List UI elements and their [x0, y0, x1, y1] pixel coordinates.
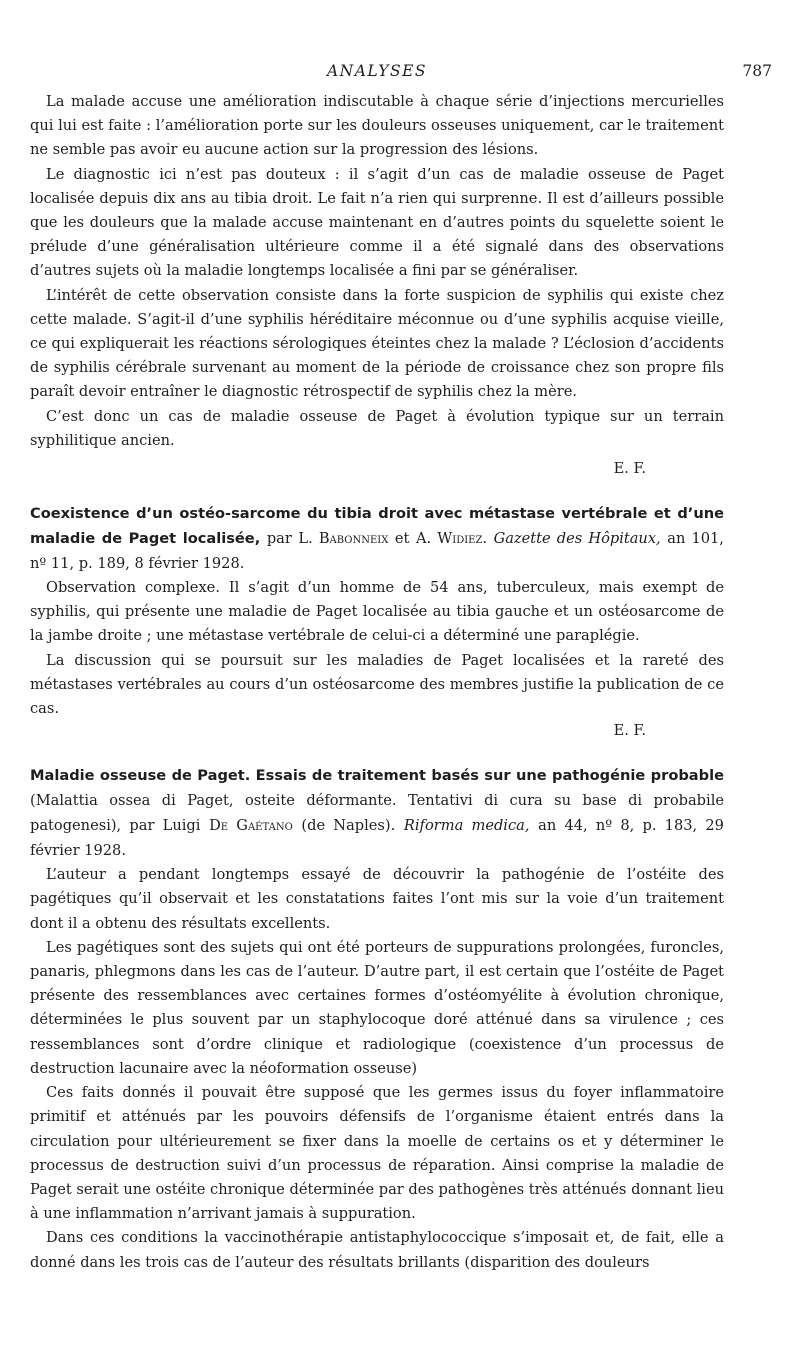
ref-and: et	[394, 530, 410, 548]
paragraph: Observation complexe. Il s’agit d’un homme de 54 ans, tuberculeux, mais exempt de syphilis, qui présente une maladie de Paget localisée au tibia gauche et un ostéosarcome de la jambe droite ; une métastase vertébrale de celui-ci a déterminé une paraplégie.	[30, 579, 724, 645]
reference-details: an 101, nº 11, p. 189, 8 février 1928.	[30, 530, 724, 573]
paragraph: Dans ces conditions la vaccinothérapie antistaphylococcique s’imposait et, de fait, elle a donné dans les trois cas de l’auteur des résultats brillants (disparition des douleurs	[30, 1229, 724, 1271]
ref-par: par	[266, 530, 292, 548]
paragraph: L’auteur a pendant longtemps essayé de découvrir la pathogénie de l’ostéite des pagétiques qu’il observait et les constatations faites l’ont mis sur la voie d’un traitement dont il a obtenu des résultats excellents.	[30, 866, 724, 932]
page-content	[30, 90, 724, 1275]
article-osteosarcoma	[30, 501, 724, 743]
paragraph: C’est donc un cas de maladie osseuse de Paget à évolution typique sur un terrain syphilitique ancien.	[30, 407, 724, 449]
journal-name: Riforma medica,	[403, 817, 530, 835]
reference-details: an 44, nº 8, p. 183, 29 février 1928.	[30, 817, 724, 860]
running-title: ANALYSES	[326, 62, 428, 80]
author-name: A. Widiez.	[415, 530, 488, 548]
article-heading	[30, 763, 724, 863]
paragraph: La malade accuse une amélioration indiscutable à chaque série d’injections mercurielles qui lui est faite : l’amélioration porte sur les douleurs osseuses uniquement, car le traitement ne semble pas avoir eu aucune action sur la progression des lésions.	[30, 93, 724, 159]
article-paget-syphilis-end	[30, 90, 724, 481]
article-title: Coexistence d’un ostéo-sarcome du tibia droit avec métastase vertébrale et d’une maladie de Paget localisée,	[30, 505, 724, 548]
paragraph: Les pagétiques sont des sujets qui ont été porteurs de suppurations prolongées, furoncles, panaris, phlegmons dans les cas de l’auteur. D’autre part, il est certain que l’ostéite de Paget présente des ressemblances avec certaines formes d’ostéomyélite à évolution chronique, déterminées le plus souvent par un staphylocoque doré atténué dans sa virulence ; ces ressemblances sont d’ordre clinique et radiologique (coexistence d’un processus de destruction lacunaire avec la néoformation osseuse)	[30, 938, 724, 1077]
paragraph: L’intérêt de cette observation consiste dans la forte suspicion de syphilis qui existe chez cette malade. S’agit-il d’une syphilis héréditaire méconnue ou d’une syphilis acquise vieille, ce qui expliquerait les réactions sérologiques éteintes chez la malade ? L’éclosion d’accidents de syphilis cérébrale survenant au moment de la période de croissance chez son propre fils paraît devoir entraîner le diagnostic rétrospectif de syphilis chez la mère.	[30, 286, 724, 401]
paragraph: La discussion qui se poursuit sur les maladies de Paget localisées et la rareté des métastases vertébrales au cours d’un ostéosarcome des membres justifie la publication de ce cas.	[30, 651, 724, 718]
author-name: De Gaétano	[209, 817, 293, 835]
page-number: 787	[742, 62, 772, 80]
journal-name: Gazette des Hôpitaux,	[493, 530, 661, 548]
paragraph: Ces faits donnés il pouvait être supposé que les germes issus du foyer inflammatoire primitif et atténués par les pouvoirs défensifs de l’organisme étaient entrés dans la circulation pour ultérieurement se fixer dans la moelle de certains os et y déterminer le processus de destruction suivi d’un processus de réparation. Ainsi comprise la maladie de Paget serait une ostéite chronique déterminée par des pathogènes très atténués donnant lieu à une inflammation n’arrivant jamais à suppuration.	[30, 1084, 724, 1223]
article-heading	[30, 501, 724, 576]
signature: E. F.	[613, 722, 646, 740]
reference-prefix: (Malattia ossea di Paget, osteite déformante. Tentativi di cura su base di probabile patogenesi), par Luigi	[30, 792, 724, 835]
paragraph: Le diagnostic ici n’est pas douteux : il s’agit d’un cas de maladie osseuse de Paget localisée depuis dix ans au tibia droit. Le fait n’a rien qui surprenne. Il est d’ailleurs possible que les douleurs que la malade accuse maintenant en d’autres points du squelette soient le prélude d’une généralisation ultérieure comme il a été signalé dans des observations d’autres sujets où la maladie longtemps localisée a fini par se généraliser.	[30, 165, 724, 280]
page-header	[30, 62, 772, 90]
article-title: Maladie osseuse de Paget. Essais de traitement basés sur une pathogénie probable	[30, 767, 724, 785]
signature: E. F.	[613, 460, 646, 478]
article-paget-treatment	[30, 763, 724, 1274]
author-city: (de Naples).	[301, 817, 396, 835]
author-name: L. Babonneix	[298, 530, 389, 548]
